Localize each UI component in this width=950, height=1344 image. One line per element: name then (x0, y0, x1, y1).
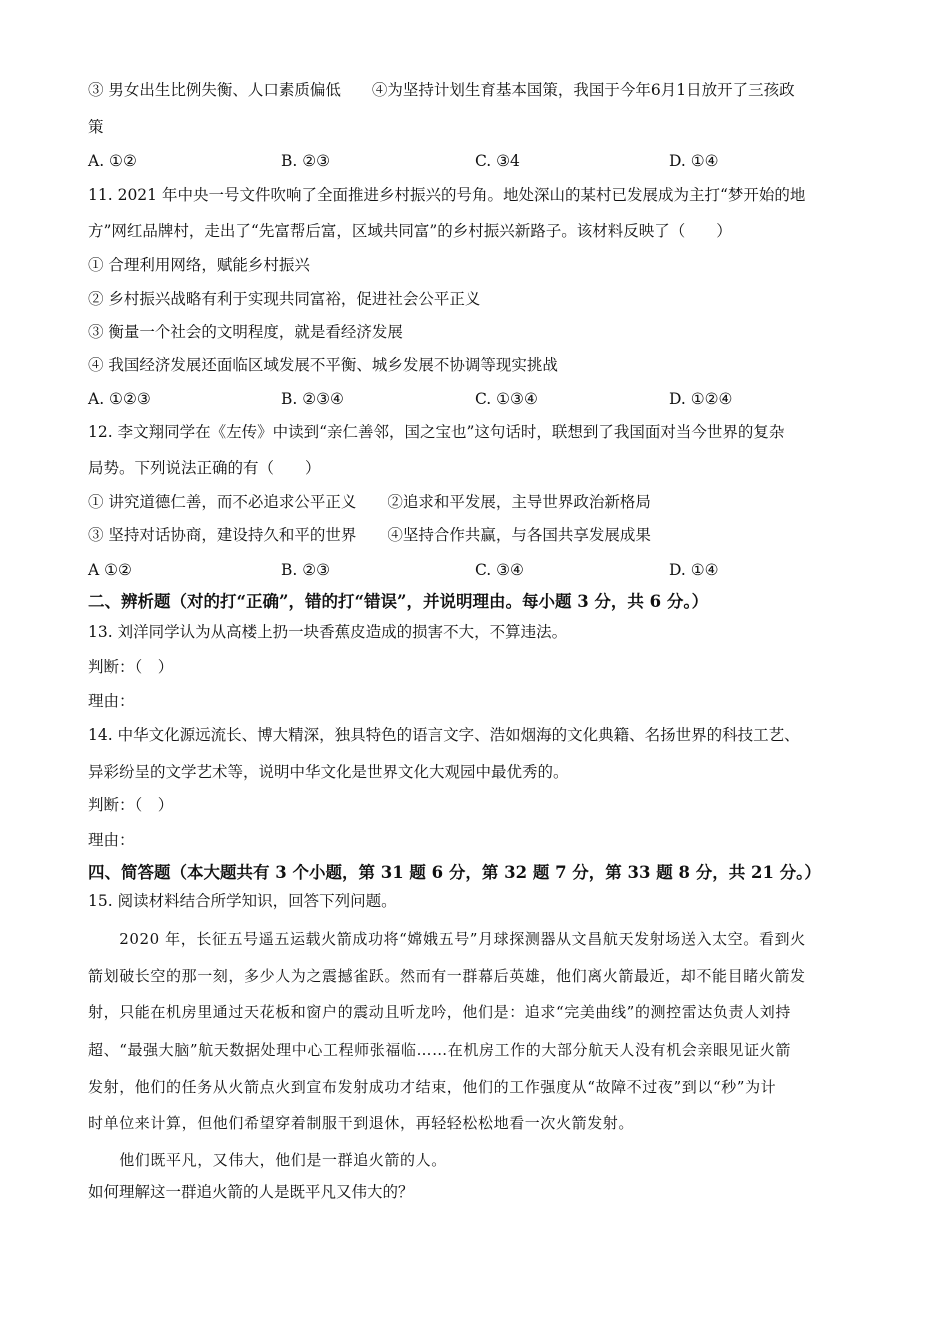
q11-statement-2: ② 乡村振兴战略有利于实现共同富裕，促进社会公平正义 (88, 290, 481, 308)
q12-statements-3-4: ③ 坚持对话协商，建设持久和平的世界 ④坚持合作共赢，与各国共享发展成果 (88, 526, 651, 544)
q15-stem: 15. 阅读材料结合所学知识，回答下列问题。 (88, 892, 397, 910)
section-2-heading: 二、辨析题（对的打“正确”，错的打“错误”，并说明理由。每小题 3 分，共 6 分。） (88, 592, 709, 611)
choice-b: B. ②③ (281, 152, 331, 170)
q11-statement-4: ④ 我国经济发展还面临区域发展不平衡、城乡发展不协调等现实挑战 (88, 356, 558, 374)
q15-question: 如何理解这一群追火箭的人是既平凡又伟大的？ (88, 1183, 414, 1201)
choice-d: D. ①④ (669, 152, 719, 170)
q11-stem-line-1: 11. 2021 年中央一号文件吹响了全面推进乡村振兴的号角。地处深山的某村已发展成为主打“梦开始的地 (88, 186, 806, 204)
q14-judgement: 判断：（ ） (88, 796, 174, 814)
material-line: 超、“最强大脑”航天数据处理中心工程师张福临……在机房工作的大部分航天人没有机会亲眼见证火箭 (88, 1041, 791, 1059)
q13-reason: 理由： (88, 692, 135, 710)
q12-statements-1-2: ① 讲究道德仁善，而不必追求公平正义 ②追求和平发展，主导世界政治新格局 (88, 493, 651, 511)
q11-statement-3: ③ 衡量一个社会的文明程度，就是看经济发展 (88, 323, 403, 341)
q12-stem-line-2: 局势。下列说法正确的有（ ） (88, 459, 321, 477)
material-line: 时单位来计算，但他们希望穿着制服干到退休，再轻轻松松地看一次火箭发射。 (88, 1114, 635, 1132)
q10-option-line-continued: 策 (88, 118, 104, 136)
choice-c: C. ③4 (475, 152, 520, 170)
material-line: 2020 年，长征五号遥五运载火箭成功将“嫦娥五号”月球探测器从文昌航天发射场送入太空。看到火 (88, 930, 806, 948)
q13-judgement: 判断：（ ） (88, 658, 174, 676)
section-4-heading: 四、简答题（本大题共有 3 个小题，第 31 题 6 分，第 32 题 7 分，第 33 题 8 分，共 21 分。） (88, 863, 821, 882)
q10-option-line-3-4: ③ 男女出生比例失衡、人口素质偏低 ④为坚持计划生育基本国策，我国于今年6月1日放开了三孩政 (88, 81, 795, 99)
material-line: 箭划破长空的那一刻，多少人为之震撼雀跃。然而有一群幕后英雄，他们离火箭最近，却不能目睹火箭发 (88, 967, 806, 985)
choice-c: C. ③④ (475, 561, 524, 579)
q14-stem-line-2: 异彩纷呈的文学艺术等，说明中华文化是世界文化大观园中最优秀的。 (88, 763, 569, 781)
material-line: 他们既平凡，又伟大，他们是一群追火箭的人。 (88, 1151, 447, 1169)
choice-d: D. ①④ (669, 561, 719, 579)
material-line: 发射，他们的任务从火箭点火到宣布发射成功才结束，他们的工作强度从“故障不过夜”到以“秒”为计 (88, 1078, 777, 1096)
choice-c: C. ①③④ (475, 390, 538, 408)
q11-stem-line-2: 方”网红品牌村，走出了“先富帮后富，区域共同富”的乡村振兴新路子。该材料反映了（ ） (88, 222, 732, 240)
material-line: 射，只能在机房里通过天花板和窗户的震动且听龙吟，他们是：追求“完美曲线”的测控雷达负责人刘持 (88, 1003, 791, 1021)
choice-a: A ①② (88, 561, 132, 579)
choice-a: A. ①② (88, 152, 137, 170)
choice-b: B. ②③④ (281, 390, 344, 408)
q13-stem: 13. 刘洋同学认为从高楼上扔一块香蕉皮造成的损害不大，不算违法。 (88, 623, 568, 641)
choice-d: D. ①②④ (669, 390, 733, 408)
q14-reason: 理由： (88, 831, 135, 849)
q14-stem-line-1: 14. 中华文化源远流长、博大精深，独具特色的语言文字、浩如烟海的文化典籍、名扬世界的科技工艺、 (88, 726, 800, 744)
q11-statement-1: ① 合理利用网络，赋能乡村振兴 (88, 256, 310, 274)
choice-a: A. ①②③ (88, 390, 151, 408)
q12-stem-line-1: 12. 李文翔同学在《左传》中读到“亲仁善邻，国之宝也”这句话时，联想到了我国面对当今世界的复杂 (88, 423, 785, 441)
choice-b: B. ②③ (281, 561, 331, 579)
